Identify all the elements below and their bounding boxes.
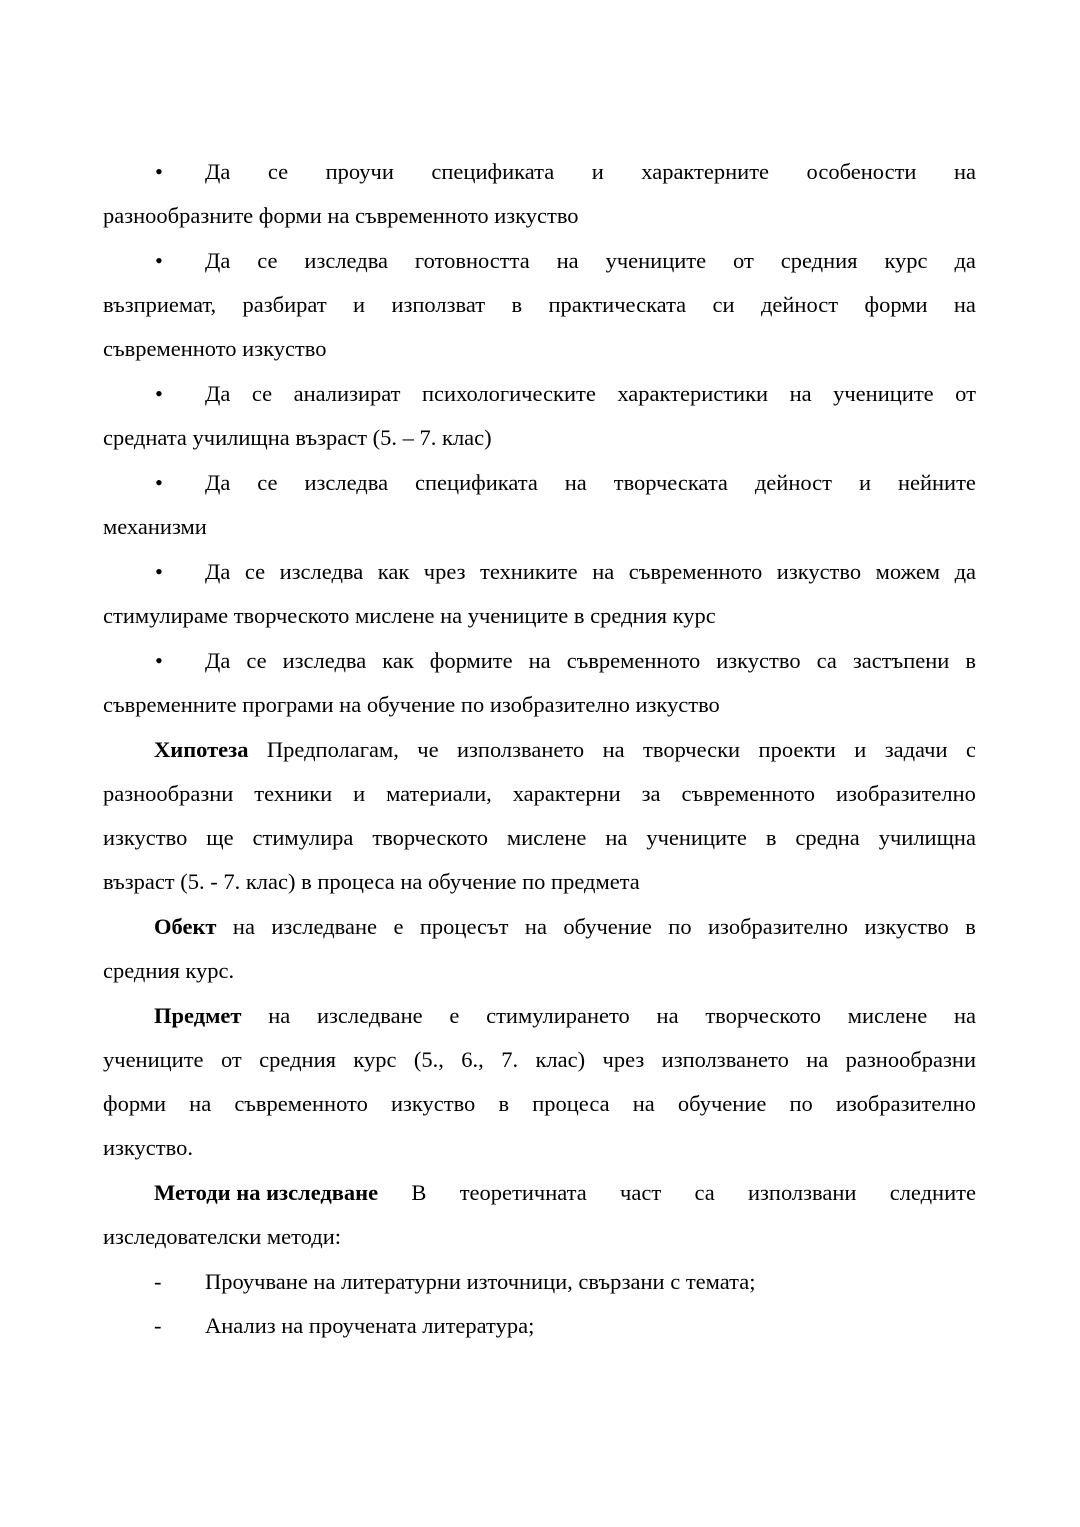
- objective-first-line: Да се изследва как чрез техниките на съвременното изкуство можем да: [205, 559, 976, 584]
- bullet-marker: •: [155, 470, 163, 495]
- method-item: [103, 1304, 976, 1348]
- methods-label: Методи на изследване: [154, 1180, 379, 1205]
- method-item-text: Проучване на литературни източници, свързани с темата;: [205, 1269, 756, 1294]
- subject-first-line: Предмет на изследване е стимулирането на творческото мислене на: [103, 994, 976, 1038]
- subject-line: изкуство.: [103, 1135, 193, 1160]
- objective-first-line: Да се изследва готовността на учениците от средния курс да: [205, 248, 976, 273]
- hypothesis-line: възраст (5. - 7. клас) в процеса на обучение по предмета: [103, 869, 640, 894]
- methods-list: [103, 1260, 976, 1348]
- object-line: средния курс.: [103, 958, 235, 983]
- dash-marker: -: [154, 1269, 162, 1294]
- hypothesis-line: изкуство ще стимулира творческото мислене на учениците в средна училищна: [103, 825, 976, 850]
- dash-marker: -: [154, 1313, 162, 1338]
- hypothesis-label: Хипотеза: [154, 737, 249, 762]
- method-item: [103, 1260, 976, 1304]
- objective-first-line: Да се проучи спецификата и характерните особености на: [205, 159, 976, 184]
- objective-item: [103, 461, 976, 549]
- objective-item: [103, 639, 976, 727]
- objective-line: стимулираме творческото мислене на учениците в средния курс: [103, 603, 716, 628]
- methods-paragraph: [103, 1171, 976, 1259]
- objective-line: механизми: [103, 514, 207, 539]
- bullet-marker: •: [155, 159, 163, 184]
- objective-first-line: Да се изследва как формите на съвременното изкуство са застъпени в: [205, 648, 976, 673]
- subject-label: Предмет: [154, 1003, 242, 1028]
- objective-item: [103, 239, 976, 371]
- hypothesis-paragraph: [103, 728, 976, 904]
- methods-line: изследователски методи:: [103, 1224, 341, 1249]
- methods-first-line: Методи на изследване В теоретичната част са използвани следните: [103, 1171, 976, 1215]
- objective-first-line: Да се анализират психологическите характеристики на учениците от: [205, 381, 976, 406]
- objective-line: средната училищна възраст (5. – 7. клас): [103, 425, 492, 450]
- objective-item: [103, 550, 976, 638]
- objective-line: съвременното изкуство: [103, 336, 327, 361]
- objectives-list: [103, 150, 976, 727]
- objective-line: съвременните програми на обучение по изобразително изкуство: [103, 692, 720, 717]
- objective-item: [103, 150, 976, 238]
- objective-line: разнообразните форми на съвременното изкуство: [103, 203, 579, 228]
- hypothesis-first-line: Хипотеза Предполагам, че използването на творчески проекти и задачи с: [103, 728, 976, 772]
- objective-first-line: Да се изследва спецификата на творческата дейност и нейните: [205, 470, 976, 495]
- subject-line: учениците от средния курс (5., 6., 7. клас) чрез използването на разнообразни: [103, 1047, 976, 1072]
- object-paragraph: [103, 905, 976, 993]
- bullet-marker: •: [155, 381, 163, 406]
- object-label: Обект: [154, 914, 217, 939]
- bullet-marker: •: [155, 559, 163, 584]
- hypothesis-line: разнообразни техники и материали, характерни за съвременното изобразително: [103, 781, 976, 806]
- subject-line: форми на съвременното изкуство в процеса на обучение по изобразително: [103, 1091, 976, 1116]
- objective-item: [103, 372, 976, 460]
- bullet-marker: •: [155, 648, 163, 673]
- subject-paragraph: [103, 994, 976, 1170]
- object-first-line: Обект на изследване е процесът на обучение по изобразително изкуство в: [103, 905, 976, 949]
- objective-line: възприемат, разбират и използват в практическата си дейност форми на: [103, 292, 976, 317]
- document-body: [103, 150, 976, 1348]
- method-item-text: Анализ на проучената литература;: [205, 1313, 535, 1338]
- bullet-marker: •: [155, 248, 163, 273]
